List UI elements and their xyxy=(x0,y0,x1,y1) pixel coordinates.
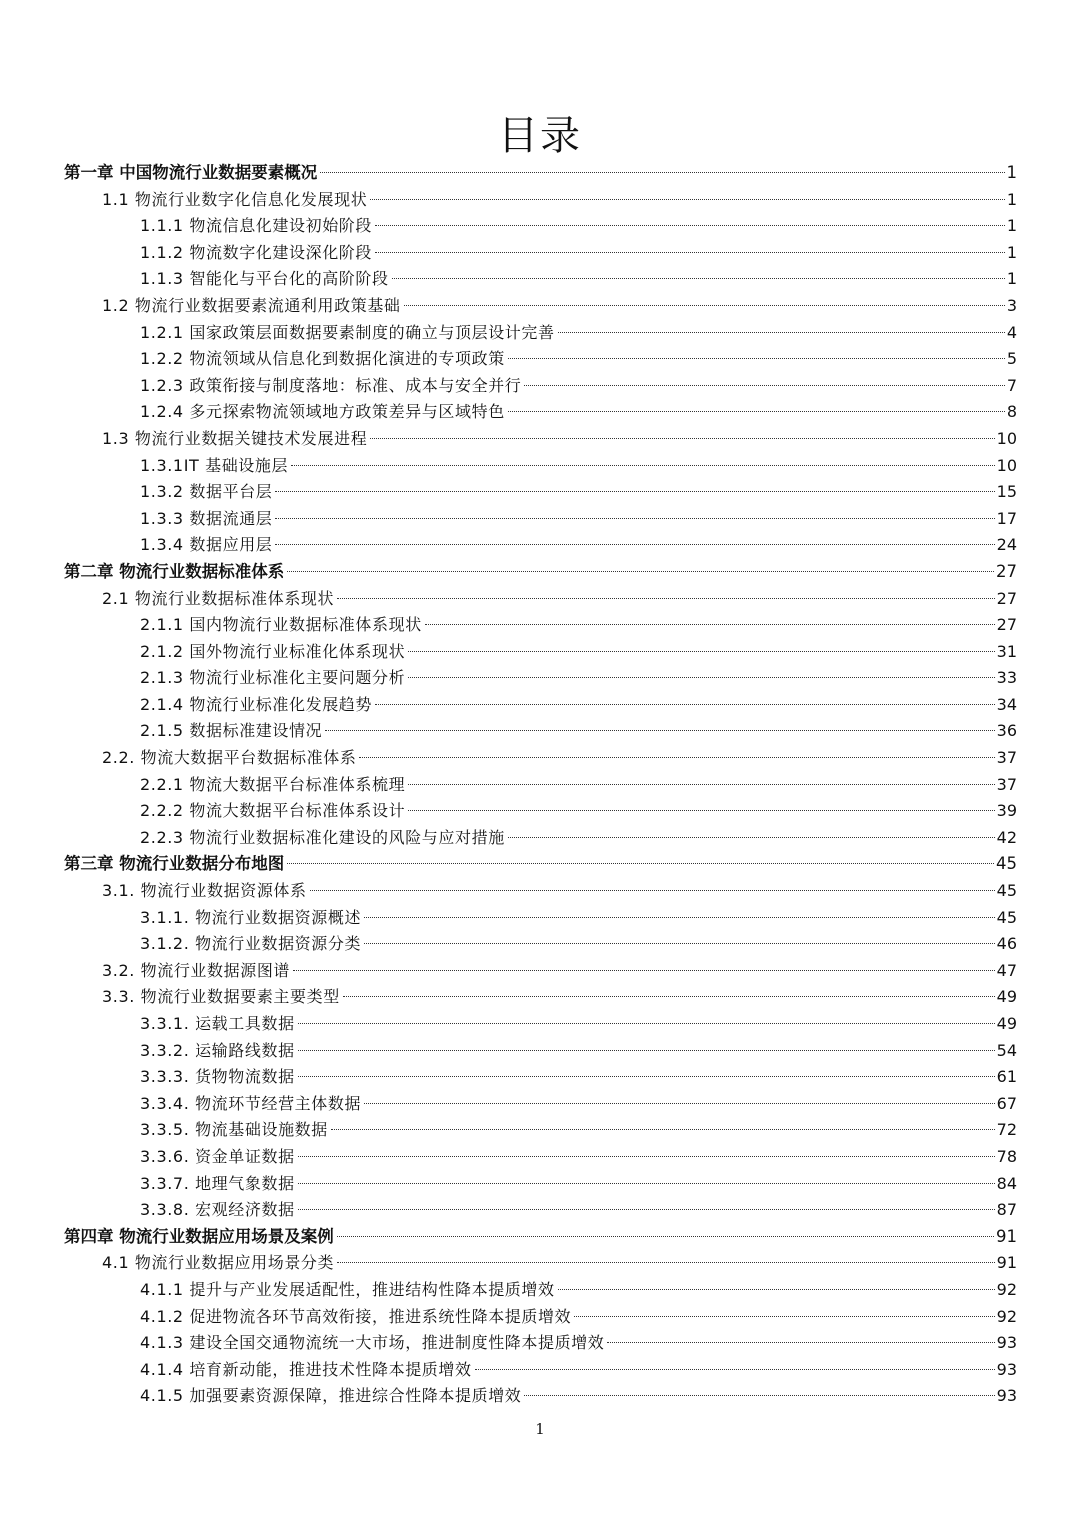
toc-entry-page: 8 xyxy=(1006,402,1017,422)
dot-leader xyxy=(375,252,1005,253)
toc-entry-label: 1.2.4 多元探索物流领域地方政策差异与区域特色 xyxy=(140,402,505,422)
dot-leader xyxy=(392,278,1005,279)
toc-entry-label: 2.1.2 国外物流行业标准化体系现状 xyxy=(140,641,406,661)
toc-entry-page: 93 xyxy=(996,1386,1017,1406)
toc-entry[interactable] xyxy=(64,665,1017,692)
toc-entry-label: 3.3.6. 资金单证数据 xyxy=(140,1146,295,1166)
toc-entry-page: 37 xyxy=(996,748,1017,768)
toc-entry-page: 54 xyxy=(996,1040,1017,1060)
toc-entry-page: 36 xyxy=(996,721,1017,741)
toc-entry[interactable] xyxy=(64,559,1017,586)
toc-entry-label: 3.1.2. 物流行业数据资源分类 xyxy=(140,934,362,954)
toc-entry[interactable] xyxy=(64,878,1017,905)
dot-leader xyxy=(370,199,1004,200)
toc-entry-page: 49 xyxy=(996,1014,1017,1033)
toc-entry-page: 42 xyxy=(996,827,1017,847)
toc-entry-page: 10 xyxy=(996,455,1017,475)
toc-entry-page: 31 xyxy=(996,641,1017,661)
toc-entry-label: 3.3. 物流行业数据要素主要类型 xyxy=(102,987,340,1007)
toc-entry[interactable] xyxy=(64,426,1017,453)
toc-entry-page: 10 xyxy=(996,428,1017,448)
toc-entry-page: 5 xyxy=(1006,349,1017,369)
toc-entry[interactable] xyxy=(64,639,1017,666)
toc-entry[interactable] xyxy=(64,1144,1017,1171)
toc-entry-label: 3.1. 物流行业数据资源体系 xyxy=(102,881,307,901)
dot-leader xyxy=(508,411,1005,412)
dot-leader xyxy=(343,996,995,997)
dot-leader xyxy=(370,438,994,439)
toc-entry[interactable] xyxy=(64,453,1017,480)
toc-entry-page: 67 xyxy=(996,1093,1017,1113)
toc-entry-page: 61 xyxy=(996,1067,1017,1087)
toc-entry[interactable] xyxy=(64,399,1017,426)
toc-entry-page: 37 xyxy=(996,774,1017,794)
dot-leader xyxy=(375,704,995,705)
toc-entry-label: 2.2. 物流大数据平台数据标准体系 xyxy=(102,748,357,768)
toc-entry-page: 45 xyxy=(996,881,1017,901)
dot-leader xyxy=(408,677,994,678)
toc-entry-label: 3.3.1. 运载工具数据 xyxy=(140,1014,295,1033)
toc-entry-page: 93 xyxy=(996,1359,1017,1379)
toc-entry-label: 1.1 物流行业数字化信息化发展现状 xyxy=(102,189,368,209)
dot-leader xyxy=(574,1316,994,1317)
dot-leader xyxy=(607,1342,994,1343)
toc-entry[interactable] xyxy=(64,772,1017,799)
toc-entry-label: 1.3.1IT 基础设施层 xyxy=(140,455,289,475)
toc-entry[interactable] xyxy=(64,532,1017,559)
dot-leader xyxy=(408,784,994,785)
toc-entry-label: 1.2 物流行业数据要素流通利用政策基础 xyxy=(102,295,401,315)
dot-leader xyxy=(298,1023,995,1024)
toc-entry-label: 3.3.3. 货物物流数据 xyxy=(140,1067,295,1087)
dot-leader xyxy=(275,518,994,519)
toc-entry-page: 7 xyxy=(1006,375,1017,395)
dot-leader xyxy=(524,1395,994,1396)
toc-entry[interactable] xyxy=(64,266,1017,293)
toc-entry-label: 3.1.1. 物流行业数据资源概述 xyxy=(140,907,362,927)
page-title: 目录 xyxy=(498,113,582,159)
toc-entry-page: 39 xyxy=(996,801,1017,821)
dot-leader xyxy=(293,970,995,971)
dot-leader xyxy=(287,571,994,572)
toc-entry[interactable] xyxy=(64,1011,1017,1038)
dot-leader xyxy=(310,890,995,891)
dot-leader xyxy=(337,598,995,599)
dot-leader xyxy=(408,810,994,811)
toc-entry-page: 91 xyxy=(996,1226,1017,1246)
toc-entry-page: 93 xyxy=(996,1333,1017,1353)
toc-entry[interactable] xyxy=(64,745,1017,772)
dot-leader xyxy=(508,837,995,838)
toc-entry-label: 第一章 中国物流行业数据要素概况 xyxy=(64,163,318,182)
toc-entry[interactable] xyxy=(64,718,1017,745)
dot-leader xyxy=(558,1289,995,1290)
toc-entry[interactable] xyxy=(64,612,1017,639)
toc-entry-page: 45 xyxy=(996,907,1017,927)
toc-entry-label: 3.3.4. 物流环节经营主体数据 xyxy=(140,1093,362,1113)
toc-entry-label: 1.2.1 国家政策层面数据要素制度的确立与顶层设计完善 xyxy=(140,322,555,342)
toc-entry-label: 3.3.7. 地理气象数据 xyxy=(140,1173,295,1193)
dot-leader xyxy=(425,624,995,625)
toc-entry-label: 3.3.2. 运输路线数据 xyxy=(140,1040,295,1060)
dot-leader xyxy=(475,1369,995,1370)
toc-entry[interactable] xyxy=(64,958,1017,985)
toc-entry-label: 1.2.3 政策衔接与制度落地：标准、成本与安全并行 xyxy=(140,375,522,395)
toc-entry[interactable] xyxy=(64,1224,1017,1251)
toc-entry[interactable] xyxy=(64,586,1017,613)
toc-entry-label: 第四章 物流行业数据应用场景及案例 xyxy=(64,1226,334,1246)
dot-leader xyxy=(524,385,1004,386)
dot-leader xyxy=(375,225,1005,226)
dot-leader xyxy=(359,757,994,758)
toc-entry-page: 17 xyxy=(996,508,1017,528)
toc-entry-label: 1.3.4 数据应用层 xyxy=(140,535,273,555)
toc-entry[interactable] xyxy=(64,1038,1017,1065)
toc-entry-page: 49 xyxy=(996,987,1017,1007)
toc-entry[interactable] xyxy=(64,1383,1017,1410)
toc-entry-label: 4.1.2 促进物流各环节高效衔接，推进系统性降本提质增效 xyxy=(140,1306,572,1326)
page-number: 1 xyxy=(535,1420,545,1438)
toc-entry-label: 1.1.1 物流信息化建设初始阶段 xyxy=(140,216,372,236)
toc-entry-label: 4.1.4 培育新动能，推进技术性降本提质增效 xyxy=(140,1359,472,1379)
toc-entry-page: 92 xyxy=(996,1279,1017,1299)
toc-entry-label: 2.2.2 物流大数据平台标准体系设计 xyxy=(140,801,406,821)
toc-entry-label: 3.3.5. 物流基础设施数据 xyxy=(140,1120,328,1140)
toc-entry[interactable] xyxy=(64,1091,1017,1118)
toc-entry-page: 47 xyxy=(996,960,1017,980)
toc-entry-label: 2.1.1 国内物流行业数据标准体系现状 xyxy=(140,615,422,635)
toc-entry[interactable] xyxy=(64,187,1017,214)
toc-entry-label: 4.1.5 加强要素资源保障，推进综合性降本提质增效 xyxy=(140,1386,522,1406)
toc-entry[interactable] xyxy=(64,692,1017,719)
table-of-contents xyxy=(64,160,1017,1410)
toc-entry-page: 1 xyxy=(1006,269,1017,289)
dot-leader xyxy=(298,1050,995,1051)
toc-entry[interactable] xyxy=(64,240,1017,267)
toc-entry-page: 33 xyxy=(996,668,1017,688)
toc-entry-label: 1.3.2 数据平台层 xyxy=(140,482,273,502)
toc-entry[interactable] xyxy=(64,293,1017,320)
toc-entry-page: 24 xyxy=(996,535,1017,555)
dot-leader xyxy=(508,358,1005,359)
toc-entry-page: 1 xyxy=(1006,163,1017,182)
toc-entry-label: 2.1.4 物流行业标准化发展趋势 xyxy=(140,694,372,714)
toc-entry-page: 34 xyxy=(996,694,1017,714)
toc-entry[interactable] xyxy=(64,984,1017,1011)
toc-entry-label: 1.1.3 智能化与平台化的高阶阶段 xyxy=(140,269,389,289)
toc-entry[interactable] xyxy=(64,1277,1017,1304)
toc-entry-label: 1.1.2 物流数字化建设深化阶段 xyxy=(140,242,372,262)
dot-leader xyxy=(298,1156,995,1157)
toc-entry-label: 2.1.5 数据标准建设情况 xyxy=(140,721,323,741)
toc-entry[interactable] xyxy=(64,506,1017,533)
dot-leader xyxy=(275,491,994,492)
dot-leader xyxy=(408,651,994,652)
toc-entry[interactable] xyxy=(64,905,1017,932)
dot-leader xyxy=(364,917,995,918)
toc-entry-label: 4.1 物流行业数据应用场景分类 xyxy=(102,1253,335,1273)
toc-entry-page: 27 xyxy=(996,588,1017,608)
toc-entry[interactable] xyxy=(64,213,1017,240)
toc-entry-label: 3.3.8. 宏观经济数据 xyxy=(140,1200,295,1220)
dot-leader xyxy=(337,1262,995,1263)
toc-entry-label: 1.2.2 物流领域从信息化到数据化演进的专项政策 xyxy=(140,349,505,369)
toc-entry[interactable] xyxy=(64,1330,1017,1357)
dot-leader xyxy=(298,1076,995,1077)
toc-entry-page: 27 xyxy=(996,615,1017,635)
toc-entry-page: 84 xyxy=(996,1173,1017,1193)
toc-entry-label: 2.2.3 物流行业数据标准化建设的风险与应对措施 xyxy=(140,827,505,847)
dot-leader xyxy=(558,332,1005,333)
dot-leader xyxy=(364,1103,995,1104)
toc-entry[interactable] xyxy=(64,1357,1017,1384)
toc-entry-page: 1 xyxy=(1006,189,1017,209)
toc-entry-page: 72 xyxy=(996,1120,1017,1140)
toc-entry-label: 3.2. 物流行业数据源图谱 xyxy=(102,960,291,980)
dot-leader xyxy=(298,1209,995,1210)
dot-leader xyxy=(364,943,995,944)
toc-entry[interactable] xyxy=(64,1250,1017,1277)
toc-entry-page: 3 xyxy=(1006,295,1017,315)
toc-entry-page: 91 xyxy=(996,1253,1017,1273)
toc-entry[interactable] xyxy=(64,1117,1017,1144)
toc-entry-label: 4.1.3 建设全国交通物流统一大市场，推进制度性降本提质增效 xyxy=(140,1333,605,1353)
dot-leader xyxy=(325,730,994,731)
dot-leader xyxy=(404,305,1005,306)
toc-entry-label: 1.3.3 数据流通层 xyxy=(140,508,273,528)
dot-leader xyxy=(337,1236,994,1237)
toc-entry-page: 46 xyxy=(996,934,1017,954)
dot-leader xyxy=(287,863,994,864)
toc-entry[interactable] xyxy=(64,798,1017,825)
toc-entry[interactable] xyxy=(64,373,1017,400)
toc-entry[interactable] xyxy=(64,320,1017,347)
toc-entry-page: 45 xyxy=(996,854,1017,874)
dot-leader xyxy=(291,465,995,466)
dot-leader xyxy=(275,544,994,545)
toc-entry[interactable] xyxy=(64,160,1017,187)
toc-entry[interactable] xyxy=(64,1064,1017,1091)
toc-entry-page: 1 xyxy=(1006,242,1017,262)
toc-entry[interactable] xyxy=(64,479,1017,506)
toc-entry-page: 15 xyxy=(996,482,1017,502)
toc-entry-page: 92 xyxy=(996,1306,1017,1326)
toc-entry-page: 27 xyxy=(996,561,1017,581)
toc-entry[interactable] xyxy=(64,346,1017,373)
toc-entry[interactable] xyxy=(64,1304,1017,1331)
toc-entry[interactable] xyxy=(64,1197,1017,1224)
toc-entry[interactable] xyxy=(64,1171,1017,1198)
toc-entry-label: 2.1 物流行业数据标准体系现状 xyxy=(102,588,335,608)
toc-entry[interactable] xyxy=(64,851,1017,878)
toc-entry[interactable] xyxy=(64,825,1017,852)
dot-leader xyxy=(298,1183,995,1184)
toc-entry-label: 1.3 物流行业数据关键技术发展进程 xyxy=(102,428,368,448)
dot-leader xyxy=(331,1129,995,1130)
dot-leader xyxy=(320,172,1004,173)
toc-entry-label: 2.2.1 物流大数据平台标准体系梳理 xyxy=(140,774,406,794)
toc-entry-label: 2.1.3 物流行业标准化主要问题分析 xyxy=(140,668,406,688)
toc-entry-label: 第三章 物流行业数据分布地图 xyxy=(64,854,285,874)
toc-entry[interactable] xyxy=(64,931,1017,958)
toc-entry-label: 第二章 物流行业数据标准体系 xyxy=(64,561,285,581)
toc-entry-page: 87 xyxy=(996,1200,1017,1220)
toc-entry-page: 1 xyxy=(1006,216,1017,236)
toc-entry-page: 4 xyxy=(1006,322,1017,342)
toc-entry-page: 78 xyxy=(996,1146,1017,1166)
toc-entry-label: 4.1.1 提升与产业发展适配性，推进结构性降本提质增效 xyxy=(140,1279,555,1299)
